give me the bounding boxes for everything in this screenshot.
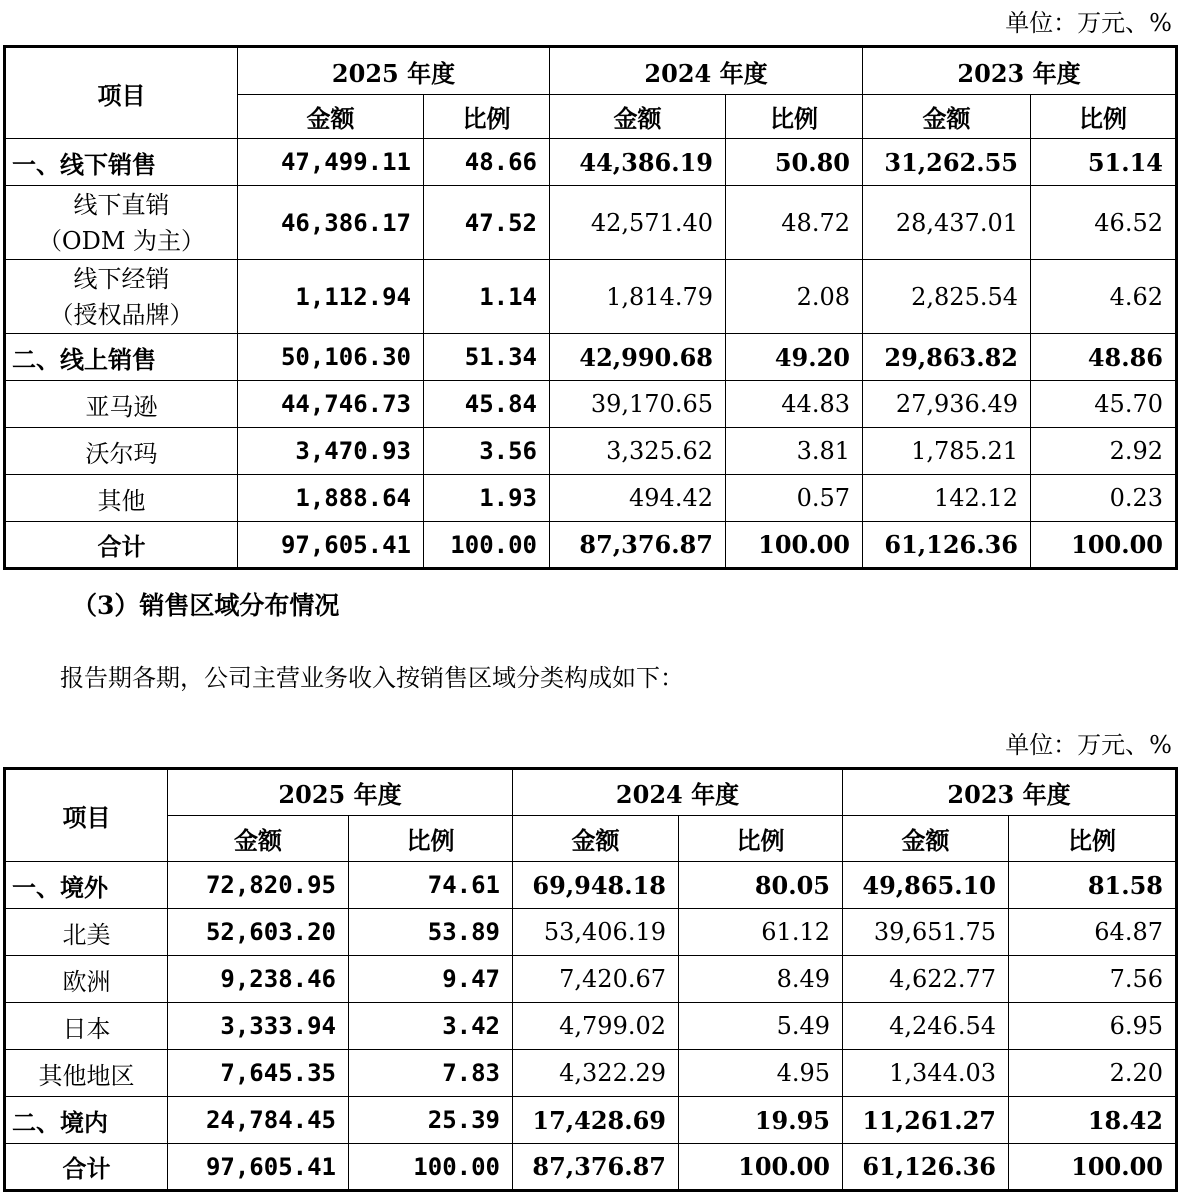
header-amount: 金额 [550, 95, 726, 139]
ratio-cell: 4.95 [679, 1050, 843, 1097]
ratio-cell: 25.39 [349, 1097, 513, 1144]
table-row [5, 334, 1177, 381]
sales-region-table [3, 767, 1178, 1192]
ratio-cell: 100.00 [1009, 1144, 1177, 1191]
amount-cell: 49,865.10 [843, 862, 1009, 909]
ratio-cell: 18.42 [1009, 1097, 1177, 1144]
unit-label: 单位：万元、% [1005, 731, 1172, 759]
header-year-2023: 2023 年度 [863, 47, 1177, 95]
ratio-cell: 47.52 [424, 186, 550, 260]
header-ratio: 比例 [1009, 816, 1177, 862]
amount-cell: 29,863.82 [863, 334, 1031, 381]
ratio-cell: 48.66 [424, 139, 550, 186]
amount-cell: 27,936.49 [863, 381, 1031, 428]
header-year-2025: 2025 年度 [238, 47, 550, 95]
ratio-cell: 7.83 [349, 1050, 513, 1097]
ratio-cell: 48.72 [726, 186, 863, 260]
row-label: 其他地区 [5, 1050, 168, 1097]
row-label: 其他 [5, 475, 238, 522]
row-label [5, 260, 238, 334]
sales-channel-table [3, 45, 1178, 570]
row-label: 一、境外 [5, 862, 168, 909]
amount-cell: 47,499.11 [238, 139, 424, 186]
amount-cell: 2,825.54 [863, 260, 1031, 334]
row-label-line: （授权品牌） [49, 300, 194, 329]
amount-cell: 1,785.21 [863, 428, 1031, 475]
amount-cell: 24,784.45 [168, 1097, 349, 1144]
amount-cell: 87,376.87 [550, 522, 726, 569]
row-label: 一、线下销售 [5, 139, 238, 186]
row-label: 合计 [5, 522, 238, 569]
table-row [5, 186, 1177, 260]
row-label: 二、线上销售 [5, 334, 238, 381]
row-label: 北美 [5, 909, 168, 956]
amount-cell: 4,622.77 [843, 956, 1009, 1003]
ratio-cell: 3.42 [349, 1003, 513, 1050]
header-year-2025: 2025 年度 [168, 769, 513, 816]
amount-cell: 61,126.36 [863, 522, 1031, 569]
ratio-cell: 100.00 [1031, 522, 1177, 569]
header-year-2024: 2024 年度 [513, 769, 843, 816]
amount-cell: 3,333.94 [168, 1003, 349, 1050]
header-item: 项目 [5, 47, 238, 139]
table-row [5, 475, 1177, 522]
ratio-cell: 51.34 [424, 334, 550, 381]
unit-label: 单位：万元、% [1005, 9, 1172, 37]
amount-cell: 50,106.30 [238, 334, 424, 381]
header-ratio: 比例 [1031, 95, 1177, 139]
header-amount: 金额 [863, 95, 1031, 139]
table-row [5, 862, 1177, 909]
header-amount: 金额 [238, 95, 424, 139]
header-amount: 金额 [513, 816, 679, 862]
amount-cell: 39,170.65 [550, 381, 726, 428]
table-row [5, 956, 1177, 1003]
ratio-cell: 46.52 [1031, 186, 1177, 260]
amount-cell: 3,325.62 [550, 428, 726, 475]
table-row [5, 381, 1177, 428]
ratio-cell: 100.00 [726, 522, 863, 569]
amount-cell: 142.12 [863, 475, 1031, 522]
amount-cell: 7,420.67 [513, 956, 679, 1003]
amount-cell: 1,814.79 [550, 260, 726, 334]
row-label: 亚马逊 [5, 381, 238, 428]
row-label-line: 线下经销 [73, 264, 170, 293]
amount-cell: 28,437.01 [863, 186, 1031, 260]
header-ratio: 比例 [349, 816, 513, 862]
ratio-cell: 4.62 [1031, 260, 1177, 334]
amount-cell: 61,126.36 [843, 1144, 1009, 1191]
amount-cell: 7,645.35 [168, 1050, 349, 1097]
section-title: （3）销售区域分布情况 [72, 591, 340, 620]
row-label: 沃尔玛 [5, 428, 238, 475]
ratio-cell: 8.49 [679, 956, 843, 1003]
amount-cell: 3,470.93 [238, 428, 424, 475]
ratio-cell: 7.56 [1009, 956, 1177, 1003]
ratio-cell: 81.58 [1009, 862, 1177, 909]
amount-cell: 53,406.19 [513, 909, 679, 956]
ratio-cell: 48.86 [1031, 334, 1177, 381]
amount-cell: 494.42 [550, 475, 726, 522]
ratio-cell: 6.95 [1009, 1003, 1177, 1050]
amount-cell: 97,605.41 [168, 1144, 349, 1191]
amount-cell: 9,238.46 [168, 956, 349, 1003]
amount-cell: 4,322.29 [513, 1050, 679, 1097]
ratio-cell: 1.93 [424, 475, 550, 522]
ratio-cell: 2.08 [726, 260, 863, 334]
header-ratio: 比例 [726, 95, 863, 139]
intro-paragraph: 报告期各期，公司主营业务收入按销售区域分类构成如下： [60, 664, 684, 692]
ratio-cell: 53.89 [349, 909, 513, 956]
table-row [5, 139, 1177, 186]
table-row [5, 1144, 1177, 1191]
row-label: 二、境内 [5, 1097, 168, 1144]
table-row [5, 522, 1177, 569]
amount-cell: 69,948.18 [513, 862, 679, 909]
row-label [5, 186, 238, 260]
table-row [5, 428, 1177, 475]
row-label: 合计 [5, 1144, 168, 1191]
ratio-cell: 45.70 [1031, 381, 1177, 428]
ratio-cell: 50.80 [726, 139, 863, 186]
amount-cell: 4,246.54 [843, 1003, 1009, 1050]
ratio-cell: 80.05 [679, 862, 843, 909]
amount-cell: 1,888.64 [238, 475, 424, 522]
ratio-cell: 49.20 [726, 334, 863, 381]
ratio-cell: 0.57 [726, 475, 863, 522]
amount-cell: 52,603.20 [168, 909, 349, 956]
table-row [5, 1097, 1177, 1144]
ratio-cell: 5.49 [679, 1003, 843, 1050]
table-row [5, 260, 1177, 334]
ratio-cell: 3.81 [726, 428, 863, 475]
ratio-cell: 0.23 [1031, 475, 1177, 522]
amount-cell: 39,651.75 [843, 909, 1009, 956]
header-amount: 金额 [168, 816, 349, 862]
amount-cell: 44,746.73 [238, 381, 424, 428]
amount-cell: 11,261.27 [843, 1097, 1009, 1144]
header-ratio: 比例 [424, 95, 550, 139]
header-ratio: 比例 [679, 816, 843, 862]
ratio-cell: 19.95 [679, 1097, 843, 1144]
ratio-cell: 74.61 [349, 862, 513, 909]
amount-cell: 97,605.41 [238, 522, 424, 569]
row-label-line: 线下直销 [73, 190, 170, 219]
amount-cell: 17,428.69 [513, 1097, 679, 1144]
ratio-cell: 100.00 [679, 1144, 843, 1191]
header-year-2023: 2023 年度 [843, 769, 1177, 816]
ratio-cell: 100.00 [349, 1144, 513, 1191]
header-item: 项目 [5, 769, 168, 862]
header-amount: 金额 [843, 816, 1009, 862]
ratio-cell: 44.83 [726, 381, 863, 428]
amount-cell: 72,820.95 [168, 862, 349, 909]
amount-cell: 46,386.17 [238, 186, 424, 260]
amount-cell: 1,112.94 [238, 260, 424, 334]
ratio-cell: 9.47 [349, 956, 513, 1003]
amount-cell: 42,571.40 [550, 186, 726, 260]
amount-cell: 44,386.19 [550, 139, 726, 186]
row-label: 日本 [5, 1003, 168, 1050]
amount-cell: 87,376.87 [513, 1144, 679, 1191]
header-year-2024: 2024 年度 [550, 47, 863, 95]
table-row [5, 909, 1177, 956]
amount-cell: 42,990.68 [550, 334, 726, 381]
table-row [5, 1003, 1177, 1050]
ratio-cell: 64.87 [1009, 909, 1177, 956]
ratio-cell: 100.00 [424, 522, 550, 569]
ratio-cell: 3.56 [424, 428, 550, 475]
amount-cell: 1,344.03 [843, 1050, 1009, 1097]
ratio-cell: 2.92 [1031, 428, 1177, 475]
ratio-cell: 1.14 [424, 260, 550, 334]
ratio-cell: 45.84 [424, 381, 550, 428]
row-label: 欧洲 [5, 956, 168, 1003]
ratio-cell: 51.14 [1031, 139, 1177, 186]
row-label-line: （ODM 为主） [37, 226, 206, 255]
table-row [5, 1050, 1177, 1097]
amount-cell: 4,799.02 [513, 1003, 679, 1050]
ratio-cell: 2.20 [1009, 1050, 1177, 1097]
ratio-cell: 61.12 [679, 909, 843, 956]
amount-cell: 31,262.55 [863, 139, 1031, 186]
